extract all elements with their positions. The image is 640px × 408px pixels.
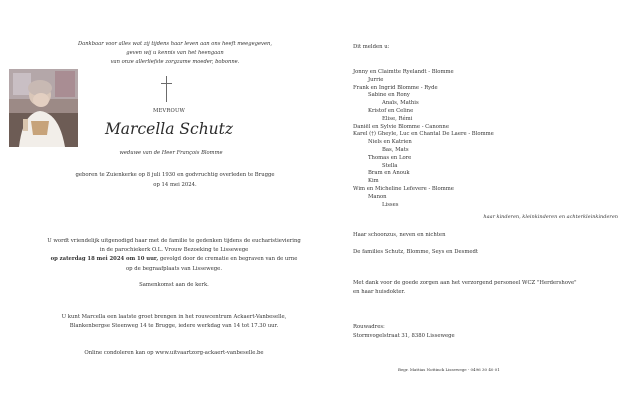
family-member: Elise, Rémi [382,115,413,122]
family-member: Thomas en Lore [368,154,412,161]
quote-line: van onze allerliefste zorgzame moeder, bobonne. [110,59,240,66]
gathering-note: Samenkomst aan de kerk. [139,282,209,288]
life-dates [60,171,290,190]
family-member: Lisses [382,201,399,208]
family-member: Jurrie [368,76,384,83]
family-member: Sabine en Rony [368,92,410,99]
announcement-title: Dit melden u: [353,44,390,50]
family-member: Stella [382,162,398,169]
widow-line: weduwe van de Heer François Blomme [119,150,223,156]
family-member: Karel (†) Gheyle, Luc en Chantal De Laere - Blomme [353,131,494,138]
visit-line: U kunt Marcella een laatste groet brengen in het rouwcentrum Ackaert-Vanbeselle, [61,314,287,320]
deceased-name: Marcella Schutz [104,120,234,138]
portrait-photo [9,69,78,147]
undertaker-footer: Begr. Mattias Nottinck Lissewege - 0496 30 40 01 [398,367,500,372]
service-invitation [30,237,318,274]
family-subtitle: haar kinderen, kleinkinderen en achterkleinkinderen [483,214,618,220]
family-member: Manon [368,193,387,200]
families-line: De families Schutz, Blomme, Seys en Desmedt [353,249,479,255]
family-member: Bram en Anouk [368,170,410,177]
quote-line: Dankbaar voor alles wat zij tijdens haar leven aan ons heeft meegegeven, [77,41,273,47]
address-text: Stormvogelstraat 31, 8380 Lissewege [353,332,455,339]
family-member: Daniël en Sylvie Blomme - Canonne [353,123,449,130]
invite-line: U wordt vriendelijk uitgenodigd haar met de familie te gedenken tijdens de eucharistieviering [47,238,301,244]
invite-line-rest: gevolgd door de crematie en begraven van de urne [158,256,298,263]
family-member: Wim en Micheline Lefevere - Blomme [353,185,454,192]
family-member: Niels en Katrien [368,139,412,146]
cross-icon [166,76,167,102]
family-member: Kristof en Celine [368,107,414,114]
family-member: Jonny en Claimtte Ryelandt - Blomme [353,69,454,75]
invite-line [30,255,318,264]
birth-line: geboren te Zuienkerke op 8 juli 1930 en godvruchtig overleden te Brugge [75,172,275,178]
visitation-info [30,313,318,331]
death-line: op 14 mei 2024. [153,181,197,188]
honorific: MEVROUW [152,108,186,114]
invite-line: op de begraafplaats van Lissewege. [125,265,223,272]
family-member: Bas, Mats [382,146,409,153]
online-condolence-link[interactable]: Online condoleren kan op www.uitvaartzorg-ackaert-vanbeselle.be [84,350,264,356]
thanks-line: en haar huisdokter. [353,288,406,295]
visit-line: Blankenbergse Steenweg 14 te Brugge, iedere werkdag van 14 tot 17.30 uur. [69,323,279,330]
mourning-address [353,323,455,340]
family-list [353,69,494,209]
family-member: Kim [368,178,379,185]
family-member: Frank en Ingrid Blomme - Ryde [353,84,438,91]
invite-line: in de parochiekerk O.L. Vrouw Bezoeking te Lissewege [99,247,249,254]
opening-quote [52,40,298,68]
service-date: op zaterdag 18 mei 2024 om 10 uur, [50,256,159,263]
address-label: Rouwadres: [353,324,385,330]
thanks-note [353,279,577,296]
quote-line: geven wij u kennis van het heengaan [126,50,224,57]
family-member: Anaïs, Mathis [382,100,419,107]
thanks-line: Met dank voor de goede zorgen aan het verzorgend personeel WCZ "Herdershove" [353,280,577,286]
in-laws-line: Haar schoonzus, neven en nichten [353,232,446,238]
